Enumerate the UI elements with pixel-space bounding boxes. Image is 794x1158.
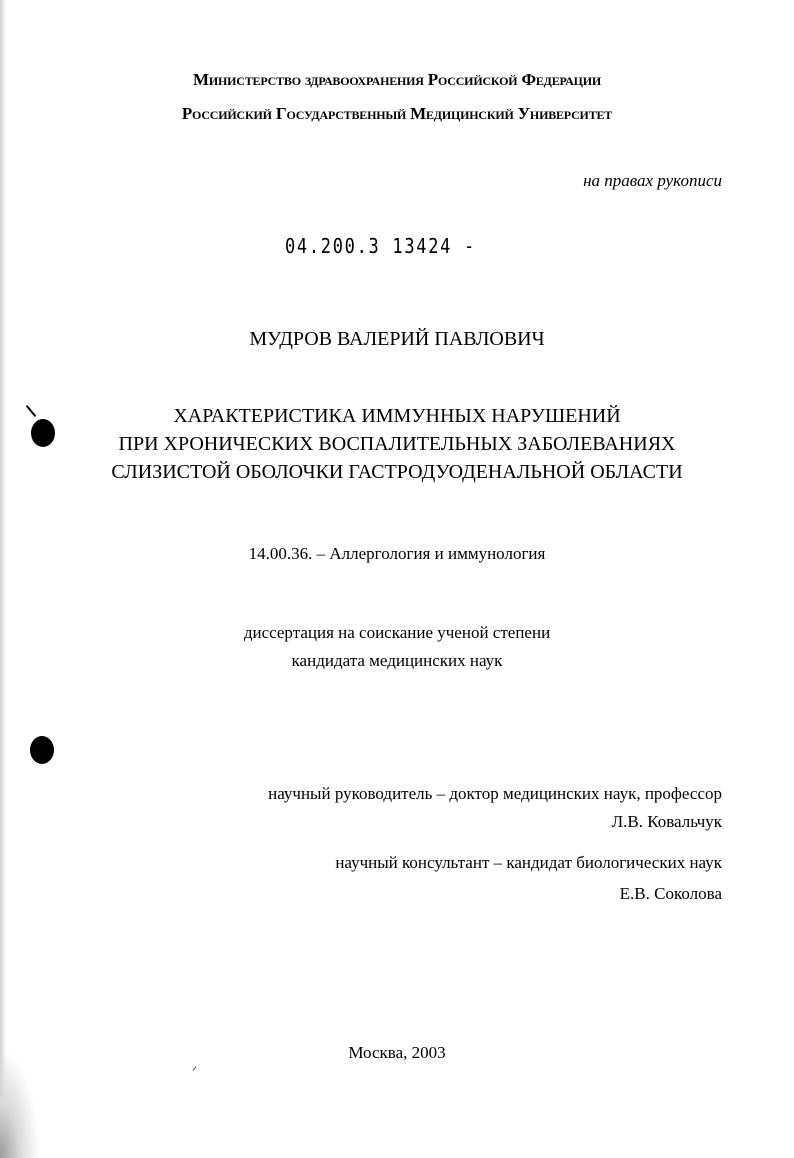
specialty-code: 14.00.36. – Аллергология и иммунология xyxy=(248,544,546,563)
scan-speck xyxy=(193,1066,197,1070)
supervisor-name: Л.В. Ковальчук xyxy=(611,812,722,831)
manuscript-note: на правах рукописи xyxy=(583,171,722,190)
registration-stamp: 04.200.3 13424 - xyxy=(285,234,476,258)
author-name: МУДРОВ ВАЛЕРИЙ ПАВЛОВИЧ xyxy=(249,328,545,350)
supervisor-role: научный руководитель – доктор медицинских наук, профессор xyxy=(268,784,722,803)
ministry-heading: Министерство здравоохранения Российской Федерации xyxy=(193,70,601,89)
consultant-role: научный консультант – кандидат биологических наук xyxy=(335,853,722,872)
title-line-1: ХАРАКТЕРИСТИКА ИММУННЫХ НАРУШЕНИЙ xyxy=(173,405,621,427)
scan-edge-shadow xyxy=(0,0,6,1158)
university-heading: Российский Государственный Медицинский Университет xyxy=(181,104,613,123)
title-line-3: СЛИЗИСТОЙ ОБОЛОЧКИ ГАСТРОДУОДЕНАЛЬНОЙ ОБЛАСТИ xyxy=(111,461,683,483)
place-year: Москва, 2003 xyxy=(348,1043,446,1062)
degree-line-2: кандидата медицинских наук xyxy=(291,651,503,670)
scan-corner-shadow xyxy=(0,1048,40,1158)
degree-line-1: диссертация на соискание ученой степени xyxy=(243,623,551,642)
title-line-2: ПРИ ХРОНИЧЕСКИХ ВОСПАЛИТЕЛЬНЫХ ЗАБОЛЕВАНИЯХ xyxy=(118,433,676,455)
punch-hole-top xyxy=(31,419,55,447)
punch-hole-bottom xyxy=(30,736,54,764)
consultant-name: Е.В. Соколова xyxy=(619,884,722,903)
